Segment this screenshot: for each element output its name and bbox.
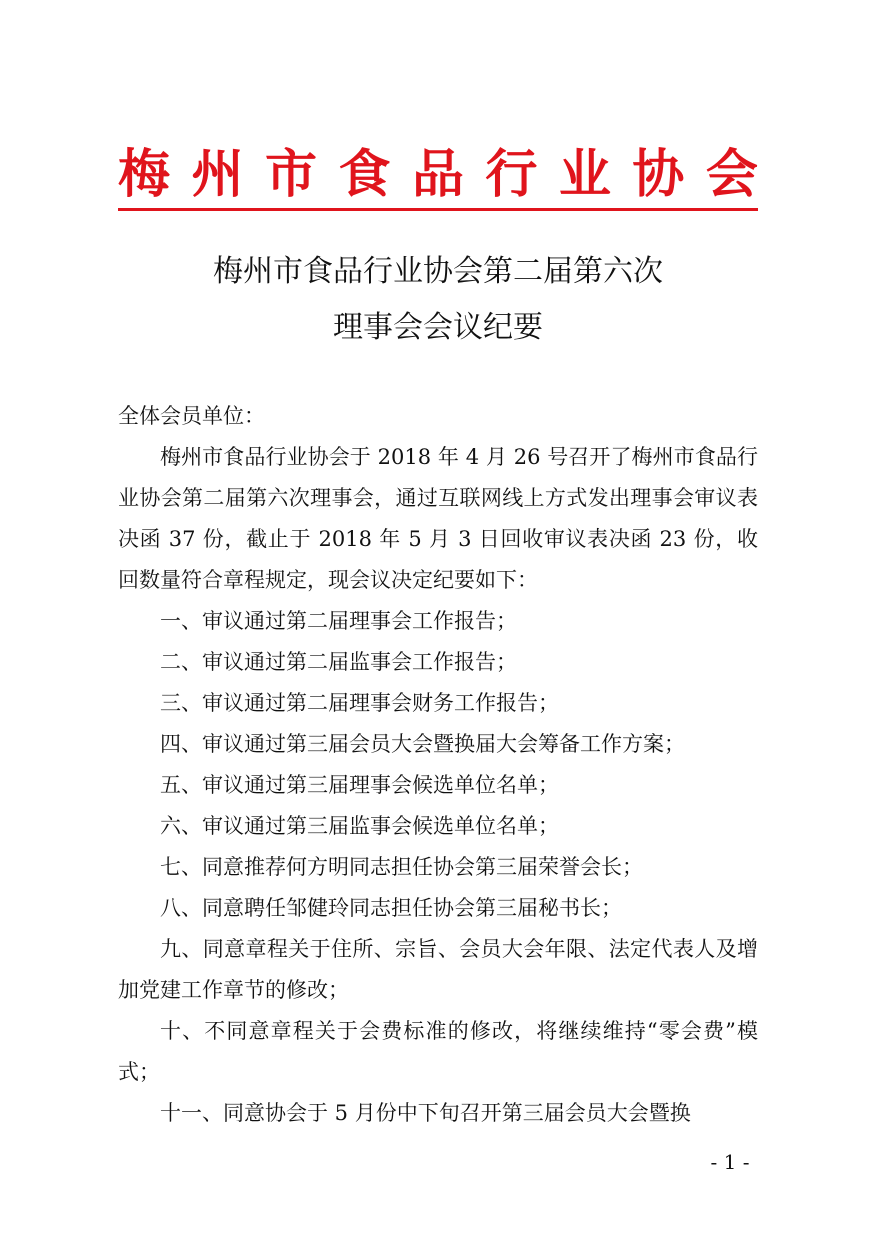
resolution-item: 三、审议通过第二届理事会财务工作报告； bbox=[160, 691, 559, 715]
letterhead-char: 会 bbox=[705, 144, 758, 205]
letterhead-divider bbox=[118, 208, 758, 211]
document-body bbox=[118, 396, 758, 1134]
resolution-item: 二、审议通过第二届监事会工作报告； bbox=[160, 650, 517, 674]
resolution-item: 六、审议通过第三届监事会候选单位名单； bbox=[160, 814, 559, 838]
letterhead-char: 协 bbox=[632, 144, 685, 205]
intro-paragraph: 梅州市食品行业协会于 2018 年 4 月 26 号召开了梅州市食品行业协会第二届第六次理事会，通过互联网线上方式发出理事会审议表决函 37 份，截止于 2018 年 5 月 3 日回收审议表决函 23 份，收回数量符合章程规定，现会议决定纪要如下： bbox=[118, 445, 758, 592]
letterhead-char: 州 bbox=[191, 144, 244, 205]
page-number: - 1 - bbox=[710, 1150, 750, 1174]
letterhead-char: 业 bbox=[558, 144, 611, 205]
letterhead-title bbox=[118, 140, 758, 210]
resolution-item: 十、不同意章程关于会费标准的修改，将继续维持“零会费”模式； bbox=[118, 1019, 758, 1084]
resolution-item: 一、审议通过第二届理事会工作报告； bbox=[160, 609, 517, 633]
resolution-item: 九、同意章程关于住所、宗旨、会员大会年限、法定代表人及增加党建工作章节的修改； bbox=[118, 937, 758, 1002]
letterhead-char: 行 bbox=[485, 144, 538, 205]
letterhead-char: 食 bbox=[338, 144, 391, 205]
document-title-line-2: 理事会会议纪要 bbox=[333, 310, 543, 345]
salutation: 全体会员单位： bbox=[118, 404, 265, 428]
letterhead-char: 品 bbox=[411, 144, 464, 205]
letterhead-char: 梅 bbox=[118, 144, 171, 205]
resolution-item: 十一、同意协会于 5 月份中下旬召开第三届会员大会暨换 bbox=[160, 1101, 691, 1125]
resolution-item: 八、同意聘任邹健玲同志担任协会第三届秘书长； bbox=[160, 896, 622, 920]
resolution-item: 五、审议通过第三届理事会候选单位名单； bbox=[160, 773, 559, 797]
document-title-line-1: 梅州市食品行业协会第二届第六次 bbox=[213, 254, 663, 289]
resolution-item: 七、同意推荐何方明同志担任协会第三届荣誉会长； bbox=[160, 855, 643, 879]
resolution-item: 四、审议通过第三届会员大会暨换届大会筹备工作方案； bbox=[160, 732, 685, 756]
letterhead-char: 市 bbox=[264, 144, 317, 205]
